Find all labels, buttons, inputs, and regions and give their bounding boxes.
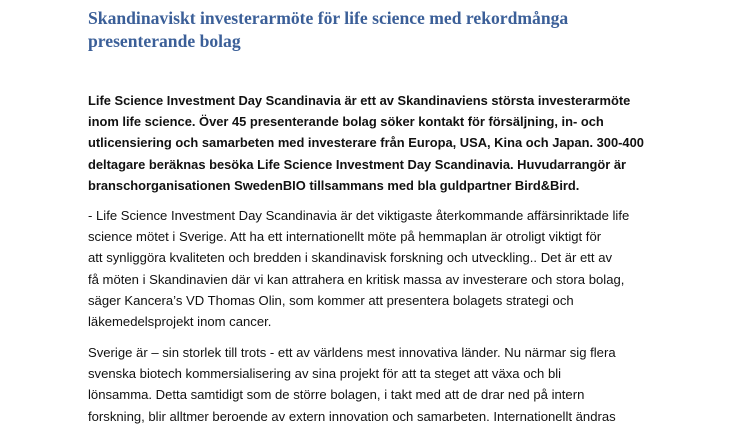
article-title — [88, 7, 688, 53]
title-line: Skandinaviskt investerarmöte för life science med rekordmånga — [88, 8, 569, 28]
body-line: Sverige är – sin storlek till trots - ett av världens mest innovativa länder. Nu närmar sig flera — [88, 345, 616, 360]
title-line: presenterande bolag — [88, 31, 241, 51]
body-line: svenska biotech kommersialisering av sina projekt för att ta steget att växa och bli — [88, 366, 562, 382]
lead-line: branschorganisationen SwedenBIO tillsammans med bla guldpartner Bird&Bird. — [88, 177, 580, 193]
lead-line: deltagare beräknas besöka Life Science Investment Day Scandinavia. Huvudarrangör är — [88, 156, 627, 172]
body-paragraph-sweden — [88, 342, 688, 427]
body-line: läkemedelsprojekt inom cancer. — [88, 314, 272, 330]
body-line: forskning, blir alltmer beroende av extern innovation och samarbeten. Internationellt ändras — [88, 408, 616, 424]
body-line: lönsamma. Detta samtidigt som de större bolagen, i takt med att de drar ned på intern — [88, 387, 585, 403]
lead-line: Life Science Investment Day Scandinavia är ett av Skandinaviens största investerarmöte — [88, 93, 631, 108]
lead-paragraph — [88, 90, 688, 196]
body-line: science mötet i Sverige. Att ha ett internationellt möte på hemmaplan är otroligt viktigt för — [88, 229, 602, 245]
lead-line: utlicensiering och samarbeten med investerare från Europa, USA, Kina och Japan. 300-400 — [88, 135, 644, 151]
body-paragraph-quote — [88, 205, 688, 332]
body-line: säger Kancera’s VD Thomas Olin, som kommer att presentera bolagets strategi och — [88, 292, 574, 308]
body-line: - Life Science Investment Day Scandinavia är det viktigaste återkommande affärsinriktade life — [88, 208, 630, 223]
body-line: att synliggöra kvaliteten och bredden i skandinavisk forskning och utveckling.. Det är ett av — [88, 250, 613, 266]
body-line: få möten i Skandinavien där vi kan attrahera en kritisk massa av investerare och stora bolag, — [88, 271, 625, 287]
lead-line: inom life science. Över 45 presenterande bolag söker kontakt för försäljning, in- och — [88, 114, 604, 130]
